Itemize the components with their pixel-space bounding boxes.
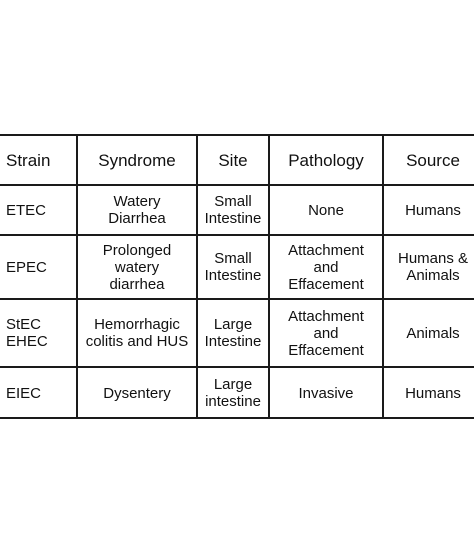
cell-pathology: Attachment and Effacement: [269, 299, 383, 367]
cell-pathology: None: [269, 185, 383, 235]
cell-syndrome: Prolonged watery diarrhea: [77, 235, 197, 299]
table-header-row: [0, 136, 474, 185]
cell-strain: StEC EHEC: [0, 299, 77, 367]
cell-site: Large Intestine: [197, 299, 269, 367]
cell-pathology: Invasive: [269, 367, 383, 418]
cell-syndrome: Watery Diarrhea: [77, 185, 197, 235]
header-strain: Strain: [0, 136, 77, 185]
cell-source: Humans: [383, 367, 474, 418]
cell-site: Small Intestine: [197, 185, 269, 235]
cell-strain: ETEC: [0, 185, 77, 235]
ecoli-strain-table-container: [0, 134, 474, 419]
cell-source: Humans: [383, 185, 474, 235]
table-row: [0, 299, 474, 367]
table-row: [0, 235, 474, 299]
cell-syndrome: Dysentery: [77, 367, 197, 418]
cell-source: Animals: [383, 299, 474, 367]
ecoli-strain-table: [0, 136, 474, 418]
cell-site: Small Intestine: [197, 235, 269, 299]
cell-strain: EPEC: [0, 235, 77, 299]
table-row: [0, 185, 474, 235]
header-source: Source: [383, 136, 474, 185]
cell-pathology: Attachment and Effacement: [269, 235, 383, 299]
cell-source: Humans & Animals: [383, 235, 474, 299]
header-syndrome: Syndrome: [77, 136, 197, 185]
cell-syndrome: Hemorrhagic colitis and HUS: [77, 299, 197, 367]
header-site: Site: [197, 136, 269, 185]
cell-site: Large intestine: [197, 367, 269, 418]
table-row: [0, 367, 474, 418]
cell-strain: EIEC: [0, 367, 77, 418]
header-pathology: Pathology: [269, 136, 383, 185]
